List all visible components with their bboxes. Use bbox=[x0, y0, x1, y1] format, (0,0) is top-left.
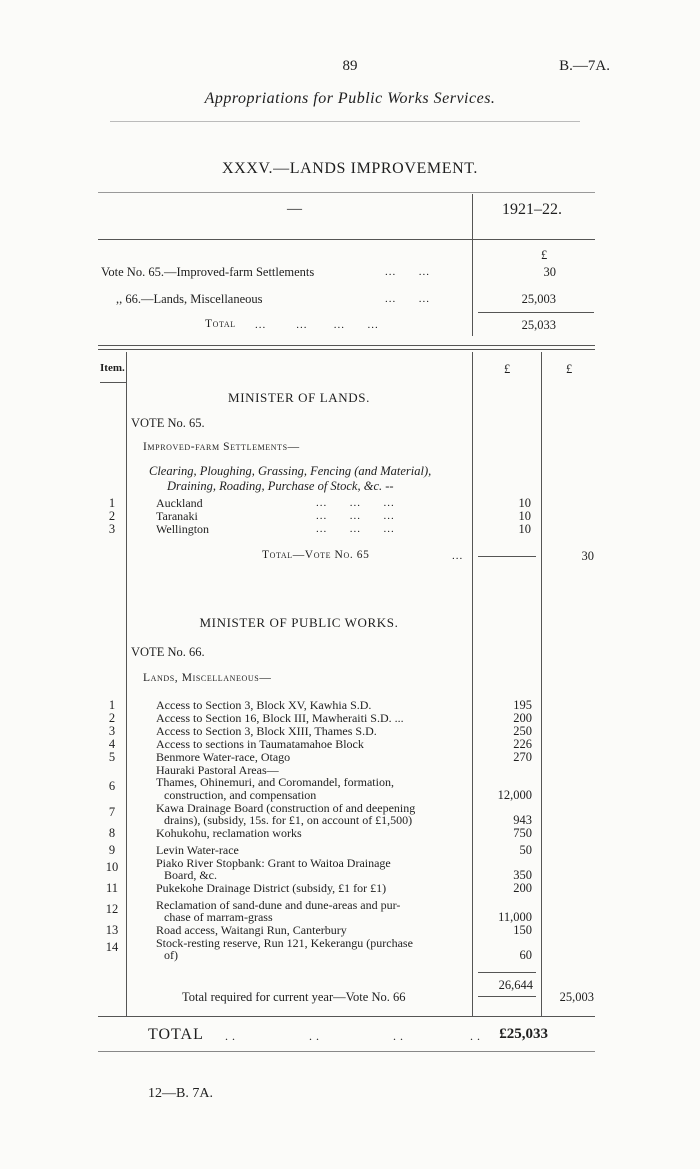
vote66-item-no: 12 bbox=[105, 901, 119, 916]
summary-row-vote66-dots: ... ... bbox=[385, 293, 430, 305]
grand-total-dots: .. .. .. .. bbox=[225, 1029, 484, 1043]
vote66-item-text: Access to Section 3, Block XV, Kawhia S.D. bbox=[156, 698, 372, 712]
improved-desc-line1: Clearing, Ploughing, Grassing, Fencing (and Material), bbox=[149, 464, 432, 478]
detail-amount-column-divider bbox=[472, 352, 473, 1016]
vote66-item-no: 11 bbox=[105, 880, 119, 895]
vote66-item-text: Benmore Water-race, Otago bbox=[156, 749, 291, 764]
detail-item-column-divider bbox=[126, 352, 127, 1016]
minister-works-heading: MINISTER OF PUBLIC WORKS. bbox=[199, 615, 399, 630]
summary-dash: — bbox=[287, 201, 302, 217]
vote66-heading: VOTE No. 66. bbox=[131, 645, 205, 659]
summary-row-vote66-label: ,, 66.—Lands, Miscellaneous bbox=[116, 292, 263, 306]
vote66-item-text: Reclamation of sand-dune and dune-areas and pur- bbox=[156, 897, 401, 912]
section-title: XXXV.—LANDS IMPROVEMENT. bbox=[221, 160, 479, 177]
vote66-item-text: Stock-resting reserve, Run 121, Kekerangu (purchase bbox=[156, 935, 413, 950]
summary-row-vote65-dots: ... ... bbox=[385, 266, 430, 278]
item-column-header: Item. bbox=[100, 362, 125, 374]
summary-total-rule bbox=[478, 312, 594, 313]
vote66-item-no: 13 bbox=[105, 922, 119, 937]
summary-row-vote65-amount: 30 bbox=[543, 265, 556, 279]
vote66-item-amount: 750 bbox=[513, 825, 532, 840]
vote66-item-no: 2 bbox=[108, 710, 116, 725]
summary-row-vote66-amount: 25,003 bbox=[521, 292, 556, 306]
vote66-subtotal: 26,644 bbox=[498, 978, 533, 992]
vote66-item-no: 6 bbox=[108, 779, 116, 794]
vote65-total-dots: ... bbox=[452, 550, 464, 562]
vote66-subtotal-rule bbox=[478, 972, 536, 973]
grand-total-amount: £25,033 bbox=[499, 1026, 548, 1042]
vote66-item-amount: 250 bbox=[513, 723, 532, 738]
detail-top-rule-1 bbox=[98, 345, 595, 346]
summary-header-rule bbox=[98, 239, 595, 240]
vote66-item-amount: 200 bbox=[513, 880, 532, 895]
grand-total-label: TOTAL bbox=[148, 1026, 204, 1043]
vote65-total-label: Total—Vote No. 65 bbox=[262, 549, 370, 561]
vote65-item-dots-3: ... ... ... bbox=[316, 523, 395, 535]
currency-col2-header: £ bbox=[566, 362, 573, 376]
grand-total-top-rule bbox=[98, 1016, 595, 1017]
summary-total-label: Total bbox=[205, 318, 236, 330]
vote66-item-no: 14 bbox=[105, 939, 119, 954]
vote66-total-rule bbox=[478, 996, 536, 997]
vote65-total-amount: 30 bbox=[581, 549, 594, 563]
detail-top-rule-2 bbox=[98, 349, 595, 350]
vote65-item-amount-3: 10 bbox=[518, 522, 531, 536]
vote66-item-text: Road access, Waitangi Run, Canterbury bbox=[156, 922, 347, 937]
vote66-item-text: Access to Section 3, Block XIII, Thames S.D. bbox=[156, 723, 377, 738]
improved-farm-heading: Improved-farm Settlements— bbox=[143, 441, 300, 453]
vote66-item-amount: 12,000 bbox=[497, 787, 532, 802]
vote66-item-no: 7 bbox=[108, 804, 116, 819]
vote66-item-no: 1 bbox=[108, 698, 116, 712]
vote66-item-text: Hauraki Pastoral Areas— bbox=[156, 762, 279, 777]
vote65-item-name-2: Taranaki bbox=[156, 509, 198, 523]
currency-col1-header: £ bbox=[504, 362, 511, 376]
vote66-item-amount: 226 bbox=[513, 736, 532, 751]
vote66-item-no: 10 bbox=[105, 859, 119, 874]
improved-desc-line2: Draining, Roading, Purchase of Stock, &c. -- bbox=[167, 479, 394, 493]
vote66-item-text: Kohukohu, reclamation works bbox=[156, 825, 302, 840]
vote65-item-no-1: 1 bbox=[108, 496, 116, 510]
vote65-item-no-3: 3 bbox=[108, 522, 116, 536]
vote66-item-text: Board, &c. bbox=[164, 867, 217, 882]
summary-year-header: 1921–22. bbox=[502, 201, 562, 218]
vote66-item-no: 9 bbox=[108, 842, 116, 857]
vote66-item-no: 4 bbox=[108, 736, 116, 751]
vote66-item-no: 5 bbox=[108, 749, 116, 764]
vote66-item-amount: 943 bbox=[513, 812, 532, 827]
vote66-item-amount: 200 bbox=[513, 710, 532, 725]
grand-total-bottom-rule bbox=[98, 1051, 595, 1052]
minister-lands-heading: MINISTER OF LANDS. bbox=[228, 390, 370, 405]
vote65-item-name-1: Auckland bbox=[156, 496, 203, 510]
vote66-item-text: of) bbox=[164, 948, 178, 963]
vote65-item-dots-2: ... ... ... bbox=[316, 510, 395, 522]
vote66-total-label: Total required for current year—Vote No. 66 bbox=[182, 990, 406, 1004]
vote65-item-no-2: 2 bbox=[108, 509, 116, 523]
vote65-item-amount-2: 10 bbox=[518, 509, 531, 523]
vote65-item-amount-1: 10 bbox=[518, 496, 531, 510]
vote66-item-text: chase of marram-grass bbox=[164, 910, 273, 924]
vote66-total-amount: 25,003 bbox=[559, 990, 594, 1004]
vote66-item-text: drains), (subsidy, 15s. for £1, on account of £1,500) bbox=[164, 812, 413, 827]
vote66-item-text: Levin Water-race bbox=[156, 842, 239, 857]
page-footer: 12—B. 7A. bbox=[148, 1086, 213, 1101]
vote66-item-no: 3 bbox=[108, 723, 116, 738]
vote66-item-amount: 50 bbox=[519, 842, 532, 857]
vote66-item-no: 8 bbox=[108, 825, 116, 840]
document-reference: B.—7A. bbox=[559, 58, 610, 74]
vote66-item-text: Access to Section 16, Block III, Mawheraiti S.D. ... bbox=[156, 710, 404, 725]
vote66-item-text: Access to sections in Taumatamahoe Block bbox=[156, 736, 364, 751]
vote66-item-text: Piako River Stopbank: Grant to Waitoa Drainage bbox=[156, 855, 391, 870]
lands-misc-heading: Lands, Miscellaneous— bbox=[143, 672, 272, 684]
vote66-item-text: Pukekohe Drainage District (subsidy, £1 for £1) bbox=[156, 880, 387, 895]
item-header-rule bbox=[100, 382, 126, 383]
vote66-item-text: Thames, Ohinemuri, and Coromandel, formation, bbox=[156, 775, 394, 790]
detail-total-column-divider bbox=[541, 352, 542, 1016]
vote66-item-amount: 11,000 bbox=[498, 910, 532, 924]
vote66-item-text: construction, and compensation bbox=[164, 787, 317, 802]
vote66-item-text: Kawa Drainage Board (construction of and deepening bbox=[156, 800, 416, 815]
summary-top-rule bbox=[98, 192, 595, 193]
summary-total-dots: ... ... ... ... bbox=[255, 319, 379, 331]
vote65-total-rule bbox=[478, 556, 536, 557]
page-number: 89 bbox=[342, 58, 358, 74]
header-rule bbox=[110, 121, 580, 122]
summary-total-amount: 25,033 bbox=[521, 318, 556, 332]
vote65-heading: VOTE No. 65. bbox=[131, 416, 205, 430]
vote65-item-name-3: Wellington bbox=[156, 522, 210, 536]
vote66-item-amount: 60 bbox=[519, 948, 532, 963]
summary-row-vote65-label: Vote No. 65.—Improved-farm Settlements bbox=[101, 265, 315, 279]
vote66-item-amount: 270 bbox=[513, 749, 532, 764]
summary-currency: £ bbox=[541, 248, 548, 262]
vote65-item-dots-1: ... ... ... bbox=[316, 497, 395, 509]
page-subtitle: Appropriations for Public Works Services. bbox=[204, 90, 496, 107]
vote66-item-amount: 150 bbox=[513, 922, 532, 937]
vote66-item-amount: 350 bbox=[513, 867, 532, 882]
summary-column-divider bbox=[472, 194, 473, 336]
vote66-item-amount: 195 bbox=[513, 698, 532, 712]
